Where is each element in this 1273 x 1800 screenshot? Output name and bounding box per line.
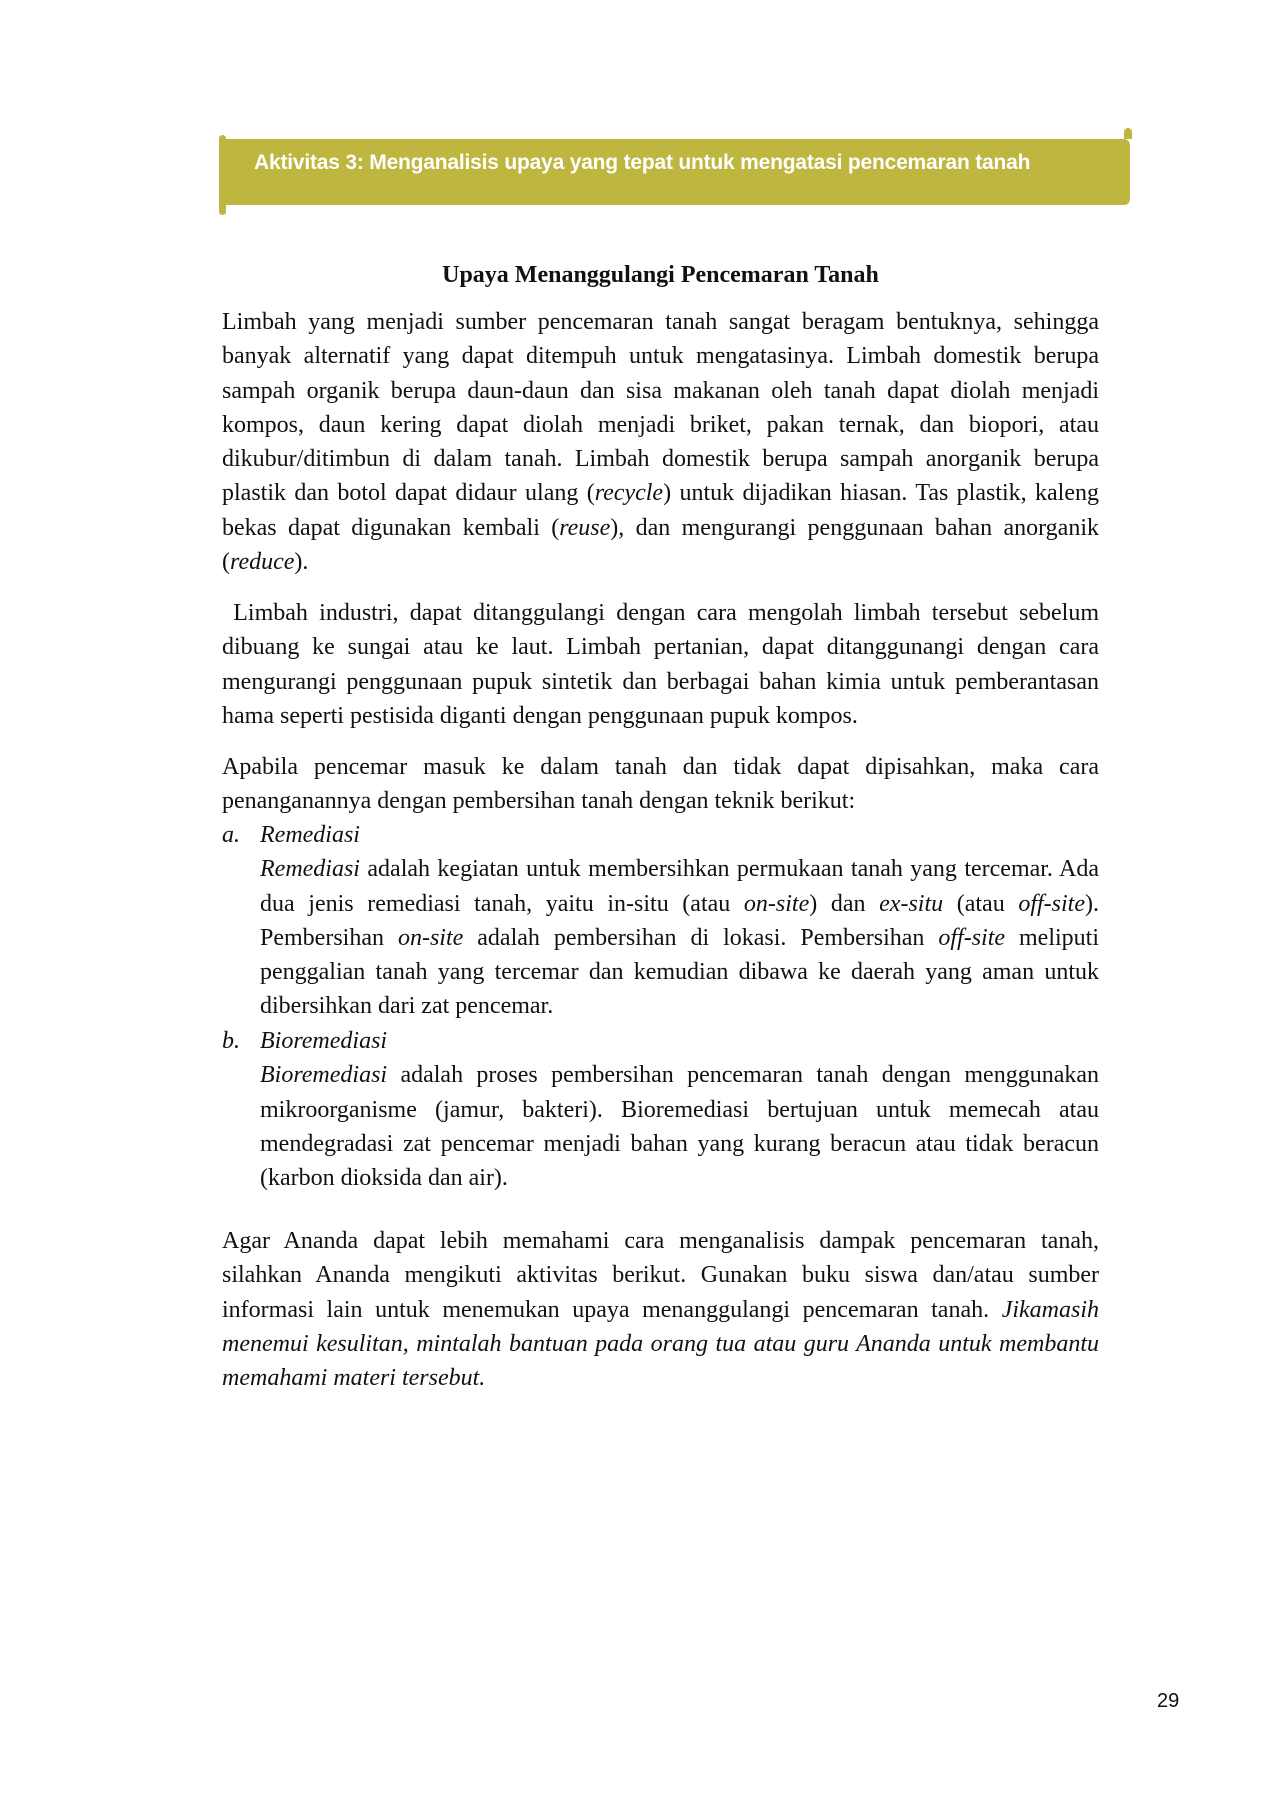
text: ). bbox=[294, 549, 309, 576]
paragraph-3: Apabila pencemar masuk ke dalam tanah dan tidak dapat dipisahkan, maka cara penanganannya dengan pembersihan tanah dengan teknik berikut: bbox=[222, 754, 1099, 815]
list-heading: Remediasi bbox=[260, 822, 360, 848]
text: meliputi penggalian tanah yang tercemar dan kemudian dibawa ke daerah yang aman untuk dibersihkan dari zat pencemar. bbox=[260, 924, 1099, 1020]
text: Agar Ananda dapat lebih memahami cara menganalisis dampak pencemaran tanah, silahkan Ananda mengikuti aktivitas berikut. Gunakan buku siswa dan/atau sumber informasi lain untuk menemukan upaya menanggulangi pencemaran tanah. bbox=[222, 1228, 1099, 1323]
italic-term: off-site bbox=[938, 924, 1006, 951]
banner-scroll-curl-left bbox=[219, 135, 226, 215]
italic-term: reduce bbox=[230, 549, 295, 576]
text: ) untuk dijadikan hiasan. Tas plastik, kaleng bekas dapat digunakan kembali ( bbox=[222, 480, 1099, 541]
paragraph-2: Limbah industri, dapat ditanggulangi dengan cara mengolah limbah tersebut sebelum dibuang ke sungai atau ke laut. Limbah pertanian, dapat ditanggunangi dengan cara mengurangi penggunaan pupuk sintetik dan berbagai bahan kimia untuk pemberantasan hama seperti pestisida diganti dengan penggunaan pupuk kompos. bbox=[222, 600, 1106, 729]
list-item-bioremediasi bbox=[222, 1024, 1099, 1195]
activity-banner bbox=[222, 139, 1130, 205]
list-label: a. bbox=[222, 822, 240, 848]
italic-term: on-site bbox=[743, 890, 810, 917]
banner-scroll-curl-right bbox=[1124, 128, 1132, 139]
italic-term: ex-situ bbox=[879, 890, 944, 917]
paragraph-4 bbox=[222, 1224, 1099, 1395]
section-title: Upaya Menanggulangi Pencemaran Tanah bbox=[442, 262, 879, 288]
italic-term: Remediasi bbox=[260, 856, 360, 883]
text: ), dan mengurangi penggunaan bahan anorganik ( bbox=[222, 514, 1099, 576]
paragraph-1 bbox=[222, 305, 1099, 579]
text: (atau bbox=[943, 890, 1019, 917]
list-item-remediasi bbox=[222, 818, 1099, 1024]
list-text bbox=[260, 852, 1099, 1023]
activity-title: Aktivitas 3: Menganalisis upaya yang tepat untuk mengatasi pencemaran tanah bbox=[254, 151, 1031, 174]
page-number: 29 bbox=[1157, 1690, 1180, 1712]
list-heading: Bioremediasi bbox=[260, 1028, 388, 1054]
text: adalah proses pembersihan pencemaran tanah dengan menggunakan mikroorganisme (jamur, bakteri). Bioremediasi bertujuan untuk memecah atau mendegradasi zat pencemar menjadi bahan yang kurang beracun atau tidak beracun (karbon dioksida dan air). bbox=[260, 1062, 1099, 1192]
list-label: b. bbox=[222, 1028, 240, 1054]
italic-term: reuse bbox=[559, 514, 611, 541]
italic-term: Bioremediasi bbox=[260, 1062, 388, 1089]
text: Limbah yang menjadi sumber pencemaran tanah sangat beragam bentuknya, sehingga banyak alternatif yang dapat ditempuh untuk mengatasinya. Limbah domestik berupa sampah organik berupa daun-daun dan sisa makanan oleh tanah dapat diolah menjadi kompos, daun kering dapat diolah menjadi briket, pakan ternak, dan biopori, atau dikubur/ditimbun di dalam tanah. Limbah domestik berupa sampah anorganik berupa plastik dan botol dapat didaur ulang ( bbox=[222, 309, 1099, 507]
text: ). Pembersihan bbox=[260, 890, 1099, 951]
list-text bbox=[260, 1058, 1099, 1195]
italic-term: on-site bbox=[397, 924, 464, 951]
italic-instruction: Jikamasih menemui kesulitan, mintalah bantuan pada orang tua atau guru Ananda untuk membantu memahami materi tersebut. bbox=[222, 1296, 1099, 1392]
text: ) dan bbox=[809, 890, 880, 917]
italic-term: off-site bbox=[1018, 890, 1085, 917]
text: adalah pembersihan di lokasi. Pembersihan bbox=[463, 924, 939, 951]
italic-term: recycle bbox=[594, 480, 664, 507]
text: adalah kegiatan untuk membersihkan permukaan tanah yang tercemar. Ada dua jenis remediasi tanah, yaitu in-situ (atau bbox=[260, 856, 1099, 917]
